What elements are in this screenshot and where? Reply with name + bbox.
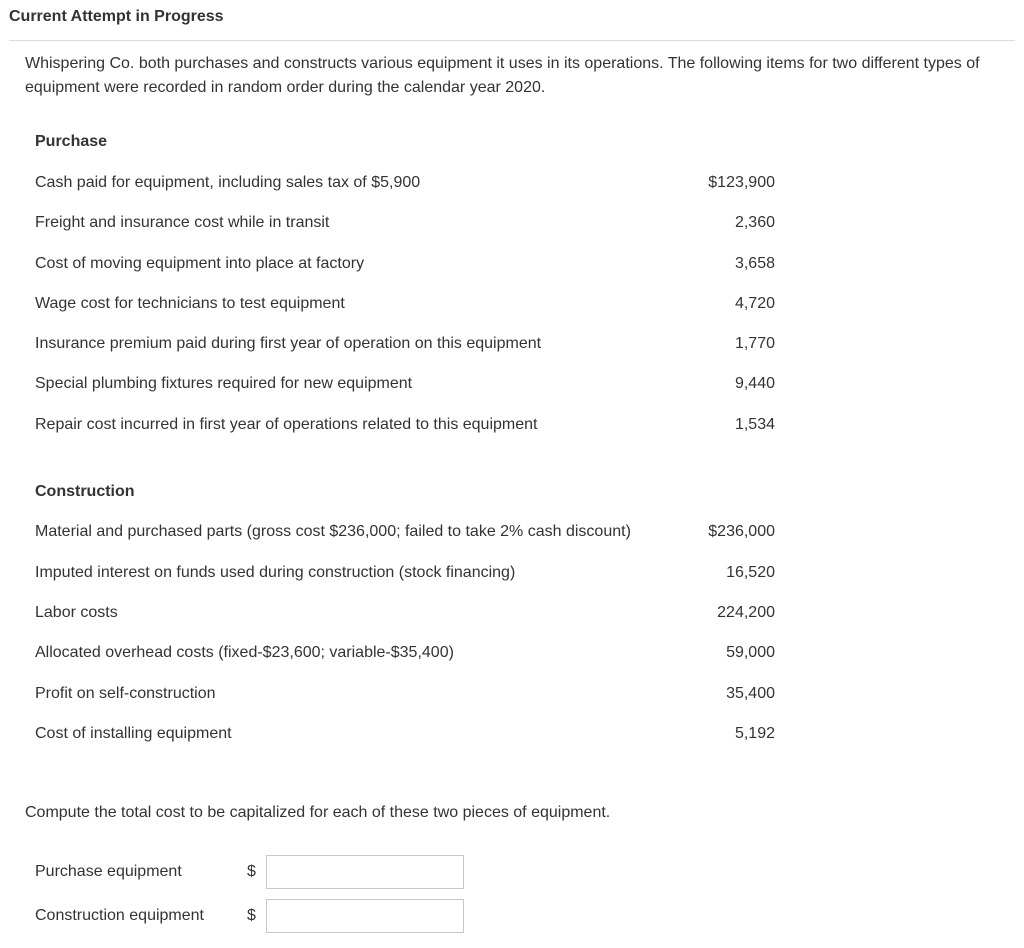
construction-row xyxy=(35,644,775,668)
construction-equipment-input[interactable] xyxy=(266,899,464,933)
purchase-row xyxy=(35,375,775,399)
item-amount: 16,520 xyxy=(726,564,775,581)
question-prompt: Compute the total cost to be capitalized for each of these two pieces of equipment. xyxy=(25,804,611,821)
purchase-row xyxy=(35,335,775,359)
construction-row xyxy=(35,523,775,547)
problem-intro: Whispering Co. both purchases and constructs various equipment it uses in its operations. The following items for two different types of equipment were recorded in random order during the calendar year 2020. xyxy=(25,55,980,96)
item-description: Material and purchased parts (gross cost $236,000; failed to take 2% cash discount) xyxy=(35,523,631,540)
purchase-row xyxy=(35,416,775,440)
item-amount: 9,440 xyxy=(734,375,775,392)
item-amount: 59,000 xyxy=(726,644,775,661)
answer-label: Construction equipment xyxy=(35,907,204,924)
item-amount: 2,360 xyxy=(734,214,775,231)
purchase-equipment-input[interactable] xyxy=(266,855,464,889)
purchase-row xyxy=(35,295,775,319)
item-description: Freight and insurance cost while in transit xyxy=(35,214,330,231)
item-description: Insurance premium paid during first year of operation on this equipment xyxy=(35,335,542,352)
item-description: Cost of installing equipment xyxy=(35,725,232,742)
construction-row xyxy=(35,564,775,588)
item-description: Wage cost for technicians to test equipment xyxy=(35,295,345,312)
answer-label: Purchase equipment xyxy=(35,863,182,880)
construction-row xyxy=(35,685,775,709)
construction-row xyxy=(35,725,775,749)
item-description: Imputed interest on funds used during construction (stock financing) xyxy=(35,564,516,581)
purchase-row xyxy=(35,214,775,238)
item-description: Repair cost incurred in first year of operations related to this equipment xyxy=(35,416,538,433)
construction-row xyxy=(35,604,775,628)
item-description: Profit on self-construction xyxy=(35,685,216,702)
item-amount: 4,720 xyxy=(734,295,775,312)
item-amount: 1,534 xyxy=(734,416,775,433)
purchase-section-title: Purchase xyxy=(35,133,108,150)
construction-section-title: Construction xyxy=(35,483,135,500)
item-description: Cost of moving equipment into place at factory xyxy=(35,255,365,272)
item-amount: 5,192 xyxy=(734,725,775,742)
item-amount: 3,658 xyxy=(734,255,775,272)
item-amount: $123,900 xyxy=(708,174,775,191)
item-description: Cash paid for equipment, including sales tax of $5,900 xyxy=(35,174,421,191)
currency-symbol: $ xyxy=(247,863,256,880)
item-description: Special plumbing fixtures required for new equipment xyxy=(35,375,413,392)
item-amount: 1,770 xyxy=(734,335,775,352)
purchase-row xyxy=(35,255,775,279)
item-amount: $236,000 xyxy=(708,523,775,540)
item-description: Allocated overhead costs (fixed-$23,600; variable-$35,400) xyxy=(35,644,454,661)
item-description: Labor costs xyxy=(35,604,118,621)
item-amount: 224,200 xyxy=(717,604,775,621)
purchase-row xyxy=(35,174,775,198)
currency-symbol: $ xyxy=(247,907,256,924)
item-amount: 35,400 xyxy=(726,685,775,702)
page-title: Current Attempt in Progress xyxy=(9,8,224,25)
header-divider xyxy=(9,40,1015,41)
